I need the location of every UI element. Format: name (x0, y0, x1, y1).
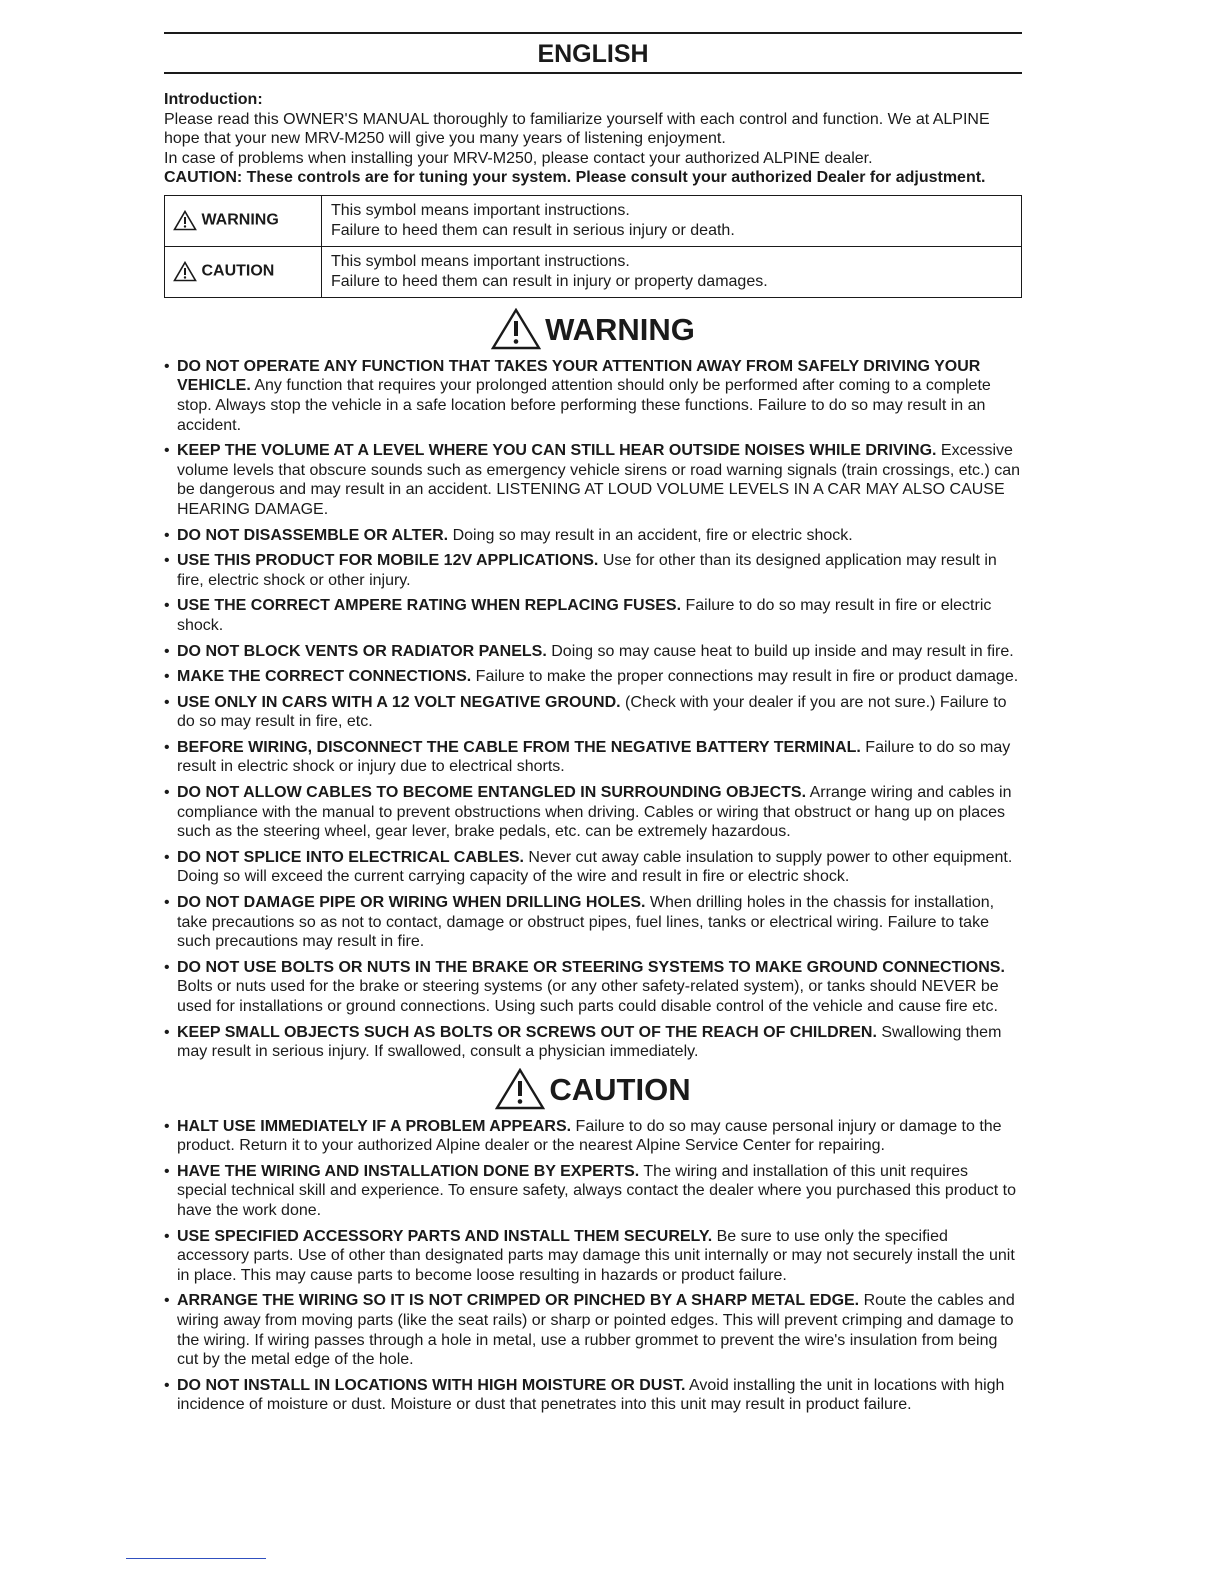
warning-item (164, 1023, 1022, 1062)
symbol-legend-table (164, 195, 1022, 298)
header-underline (164, 72, 1022, 74)
warning-item-heading: DO NOT DAMAGE PIPE OR WIRING WHEN DRILLING HOLES. (177, 894, 646, 912)
intro-heading: Introduction: (164, 91, 263, 108)
warning-list (164, 357, 1022, 1062)
warning-item-heading: USE THE CORRECT AMPERE RATING WHEN REPLACING FUSES. (177, 597, 682, 615)
caution-triangle-icon (173, 261, 197, 282)
caution-item (164, 1227, 1022, 1286)
caution-item (164, 1162, 1022, 1221)
warning-item-text: When drilling holes in the chassis for installation, take precautions so as not to contact, damage or obstruct pipes, fuel lines, tanks or electrical wiring. Failure to take such precautions may result in fire. (177, 894, 995, 951)
caution-triangle-icon (495, 1068, 545, 1110)
warning-item-heading: DO NOT USE BOLTS OR NUTS IN THE BRAKE OR STEERING SYSTEMS TO MAKE GROUND CONNECTIONS. (177, 958, 1005, 976)
caution-item-heading: DO NOT INSTALL IN LOCATIONS WITH HIGH MOISTURE OR DUST. (177, 1376, 686, 1394)
warning-item-text: Failure to make the proper connections may result in fire or product damage. (471, 668, 1019, 686)
intro-paragraph-1: Please read this OWNER'S MANUAL thoroughly to familiarize yourself with each control and function. We at ALPINE hope that your new MRV-M250 will give you many years of listening enjoyment. (164, 110, 990, 148)
warning-section-title (164, 310, 1022, 353)
warning-item-heading: DO NOT DISASSEMBLE OR ALTER. (177, 526, 449, 544)
warning-title-text: WARNING (545, 311, 695, 347)
warning-item-heading: USE ONLY IN CARS WITH A 12 VOLT NEGATIVE GROUND. (177, 693, 621, 711)
symbol-label: WARNING (201, 212, 279, 230)
warning-item-text: Excessive volume levels that obscure sounds such as emergency vehicle sirens or road warning signals (train crossings, etc.) can be dangerous and may result in an accident. LISTENING AT LOUD VOLUME LEVELS IN A CAR MAY ALSO CAUSE HEARING DAMAGE. (177, 442, 1021, 518)
warning-item (164, 958, 1022, 1017)
warning-item-heading: KEEP SMALL OBJECTS SUCH AS BOLTS OR SCREWS OUT OF THE REACH OF CHILDREN. (177, 1023, 877, 1041)
warning-item-heading: DO NOT OPERATE ANY FUNCTION THAT TAKES YOUR ATTENTION AWAY FROM SAFELY DRIVING YOUR VEHICLE. (177, 357, 981, 395)
intro-caution: CAUTION: These controls are for tuning your system. Please consult your authorized Dealer for adjustment. (164, 169, 986, 187)
warning-item-text: Bolts or nuts used for the brake or steering systems (or any other safety-related system), or tanks should NEVER be used for installations or ground connections. Using such parts could disable control of the vehicle and cause fire etc. (177, 978, 999, 1015)
caution-title-text: CAUTION (549, 1071, 691, 1107)
top-rule (164, 32, 1022, 34)
warning-item (164, 738, 1022, 777)
warning-item-text: (Check with your dealer if you are not sure.) Failure to do so may result in fire, etc. (177, 693, 1007, 731)
caution-item-heading: HALT USE IMMEDIATELY IF A PROBLEM APPEARS. (177, 1117, 572, 1135)
symbol-row-warning (165, 195, 1022, 246)
warning-item-heading: BEFORE WIRING, DISCONNECT THE CABLE FROM THE NEGATIVE BATTERY TERMINAL. (177, 738, 861, 756)
warning-item-text: Failure to do so may result in fire or electric shock. (177, 597, 992, 634)
warning-item-text: Doing so may result in an accident, fire or electric shock. (448, 526, 853, 544)
caution-item-heading: ARRANGE THE WIRING SO IT IS NOT CRIMPED OR PINCHED BY A SHARP METAL EDGE. (177, 1292, 860, 1310)
warning-item (164, 693, 1022, 732)
warning-item-text: Arrange wiring and cables in compliance with the manual to prevent obstructions when driving. Cables or wiring that obstruct or hang up on places such as the steering wheel, gear lever, brake pedals, etc. can be extremely hazardous. (177, 784, 1012, 841)
warning-item-text: Doing so may cause heat to build up inside and may result in fire. (546, 642, 1014, 660)
caution-item (164, 1117, 1022, 1156)
warning-item-heading: DO NOT SPLICE INTO ELECTRICAL CABLES. (177, 848, 524, 866)
warning-item-heading: DO NOT ALLOW CABLES TO BECOME ENTANGLED IN SURROUNDING OBJECTS. (177, 784, 807, 802)
caution-item-text: The wiring and installation of this unit requires special technical skill and experience. To ensure safety, always contact the dealer where you purchased this product to have the work done. (177, 1162, 1016, 1219)
symbol-description-line: Failure to heed them can result in serious injury or death. (331, 221, 735, 239)
symbol-description-line: Failure to heed them can result in injury or property damages. (331, 272, 768, 290)
symbol-row-caution (165, 246, 1022, 297)
warning-item-text: Any function that requires your prolonged attention should only be performed after coming to a complete stop. Always stop the vehicle in a safe location before performing these functions. Failure to do so may result in an accident. (177, 377, 991, 434)
warning-item-text: Never cut away cable insulation to supply power to other equipment. Doing so will exceed the current carrying capacity of the wire and result in fire or electric shock. (177, 848, 1013, 886)
warning-item-text: Failure to do so may result in electric shock or injury due to electrical shorts. (177, 738, 1011, 776)
caution-section-title (164, 1070, 1022, 1113)
warning-item (164, 848, 1022, 887)
warning-item (164, 667, 1022, 687)
warning-triangle-icon (491, 308, 541, 350)
symbol-description-line: This symbol means important instructions. (331, 253, 630, 271)
intro-paragraph-2: In case of problems when installing your MRV-M250, please contact your authorized ALPINE dealer. (164, 149, 873, 167)
warning-item (164, 526, 1022, 546)
warning-item (164, 783, 1022, 842)
introduction (164, 90, 1022, 188)
caution-item-text: Failure to do so may cause personal injury or damage to the product. Return it to your authorized Alpine dealer or the nearest Alpine Service Center for repairing. (177, 1117, 1002, 1155)
caution-list (164, 1117, 1022, 1415)
caution-item (164, 1291, 1022, 1369)
caution-item-text: Route the cables and wiring away from moving parts (like the seat rails) or sharp or pointed edges. This will prevent crimping and damage to the wiring. If wiring passes through a hole in metal, use a rubber grommet to prevent the wire's insulation from being cut by the metal edge of the hole. (177, 1292, 1015, 1369)
caution-item-text: Avoid installing the unit in locations with high incidence of moisture or dust. Moisture or dust that penetrates into this unit may result in product failure. (177, 1376, 1005, 1414)
caution-item-heading: USE SPECIFIED ACCESSORY PARTS AND INSTALL THEM SECURELY. (177, 1227, 713, 1245)
warning-item-heading: DO NOT BLOCK VENTS OR RADIATOR PANELS. (177, 642, 547, 660)
warning-item-heading: USE THIS PRODUCT FOR MOBILE 12V APPLICATIONS. (177, 552, 599, 570)
symbol-label: CAUTION (201, 263, 275, 281)
caution-item-heading: HAVE THE WIRING AND INSTALLATION DONE BY EXPERTS. (177, 1162, 640, 1180)
footer-divider (126, 1558, 266, 1559)
symbol-description-line: This symbol means important instructions. (331, 202, 630, 220)
warning-item-heading: MAKE THE CORRECT CONNECTIONS. (177, 668, 472, 686)
warning-item (164, 596, 1022, 635)
warning-item-heading: KEEP THE VOLUME AT A LEVEL WHERE YOU CAN STILL HEAR OUTSIDE NOISES WHILE DRIVING. (177, 442, 937, 460)
warning-item (164, 441, 1022, 519)
warning-item (164, 642, 1022, 662)
warning-item (164, 357, 1022, 435)
warning-item-text: Swallowing them may result in serious injury. If swallowed, consult a physician immediately. (177, 1023, 1002, 1061)
warning-item-text: Use for other than its designed application may result in fire, electric shock or other injury. (177, 552, 997, 589)
warning-item (164, 893, 1022, 952)
warning-item (164, 551, 1022, 590)
warning-triangle-icon (173, 210, 197, 231)
manual-page (164, 32, 1022, 1421)
language-heading: ENGLISH (537, 40, 649, 68)
caution-item (164, 1376, 1022, 1415)
caution-item-text: Be sure to use only the specified accessory parts. Use of other than designated parts may damage this unit internally or may not securely install the unit in place. This may cause parts to become loose resulting in hazards or product failure. (177, 1227, 1015, 1284)
